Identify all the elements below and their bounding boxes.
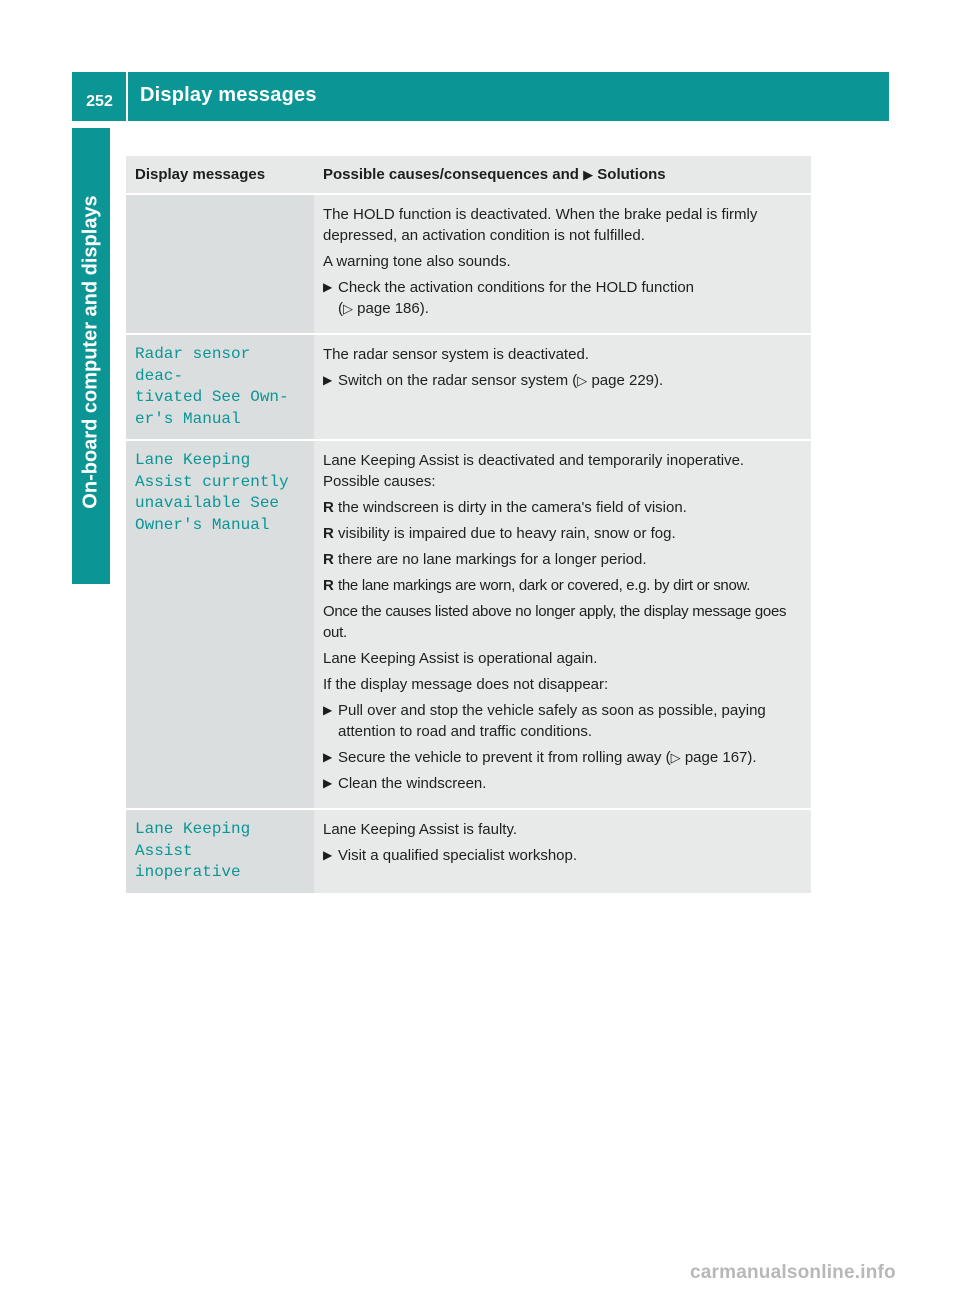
- action-step: ▶ Visit a qualified specialist workshop.: [323, 847, 578, 864]
- header-divider: [126, 72, 128, 121]
- page-ref-icon: ▷: [343, 301, 353, 316]
- step-arrow-icon: ▶: [323, 703, 333, 717]
- bullet-marker: R: [323, 525, 334, 542]
- step-arrow-icon: ▶: [323, 776, 333, 790]
- watermark: carmanualsonline.info: [690, 1262, 896, 1283]
- list-item: R visibility is impaired due to heavy rain, snow or fog.: [323, 525, 676, 542]
- message-cell: [126, 195, 314, 333]
- list-item: R there are no lane markings for a longer period.: [323, 551, 647, 568]
- message-cell: Lane Keeping Assist currently unavailable See Owner's Manual: [126, 441, 314, 808]
- action-step: ▶ Clean the windscreen.: [323, 775, 487, 792]
- bullet-marker: R: [323, 551, 334, 568]
- page-title: Display messages: [140, 84, 317, 106]
- table-row: [126, 810, 811, 893]
- solution-cell: The radar sensor system is deactivated. ▶ Switch on the radar sensor system (▷ page 229).: [314, 335, 811, 439]
- table-row: [126, 335, 811, 439]
- list-item: R the windscreen is dirty in the camera's field of vision.: [323, 499, 687, 516]
- display-messages-table: [126, 154, 811, 895]
- column-header-messages: Display messages: [126, 156, 314, 193]
- action-step: ▶ Pull over and stop the vehicle safely as soon as possible, paying attention to road and traffic conditions.: [323, 702, 766, 740]
- solution-cell: The HOLD function is deactivated. When the brake pedal is firmly depressed, an activation condition is not fulfilled. A warning tone also sounds. ▶ Check the activation conditions for the HOLD function (▷ page 186).: [314, 195, 811, 333]
- bullet-marker: R: [323, 577, 334, 594]
- step-arrow-icon: ▶: [323, 280, 333, 294]
- solution-cell: Lane Keeping Assist is faulty. ▶ Visit a qualified specialist workshop.: [314, 810, 811, 893]
- page-ref-icon: ▷: [670, 750, 681, 765]
- solution-cell: Lane Keeping Assist is deactivated and temporarily inoperative. Possible causes: R the windscreen is dirty in the camera's field of vision. R visibility is impaired due to heavy rain, snow or fog. R there are no lane markings for a longer period. R the lane markings are worn, dark or covered, e.g. by dirt or snow. Once the causes listed above no longer apply, the display message goes out. Lane Keeping Assist is operational again. If the display message does not disappear: ▶ Pull over and stop the vehicle safely as soon as possible, paying attention to road and traffic conditions. ▶ Secure the vehicle to prevent it from rolling away (▷ page 167). ▶ Clean the windscreen.: [314, 441, 811, 808]
- table-row: [126, 441, 811, 808]
- page-ref-icon: ▷: [577, 373, 588, 388]
- message-cell: Lane Keeping Assist inoperative: [126, 810, 314, 893]
- step-arrow-icon: ▶: [323, 373, 333, 387]
- step-arrow-icon: ▶: [323, 848, 333, 862]
- bullet-marker: R: [323, 499, 334, 516]
- table-header-row: [126, 156, 811, 193]
- table-row: [126, 195, 811, 333]
- step-arrow-icon: ▶: [323, 750, 333, 764]
- list-item: R the lane markings are worn, dark or covered, e.g. by dirt or snow.: [323, 577, 751, 594]
- side-tab-label: On-board computer and displays: [79, 195, 102, 509]
- play-arrow-icon: ▶: [583, 167, 594, 182]
- action-step: ▶ Secure the vehicle to prevent it from rolling away (▷ page 167).: [323, 749, 757, 766]
- column-header-solutions: Possible causes/consequences and ▶ Solutions: [314, 156, 811, 193]
- page-number: 252: [86, 93, 113, 110]
- action-step: ▶ Check the activation conditions for the HOLD function (▷ page 186).: [323, 279, 695, 317]
- message-cell: Radar sensor deac‐ tivated See Own‐ er's Manual: [126, 335, 314, 439]
- action-step: ▶ Switch on the radar sensor system (▷ page 229).: [323, 372, 664, 389]
